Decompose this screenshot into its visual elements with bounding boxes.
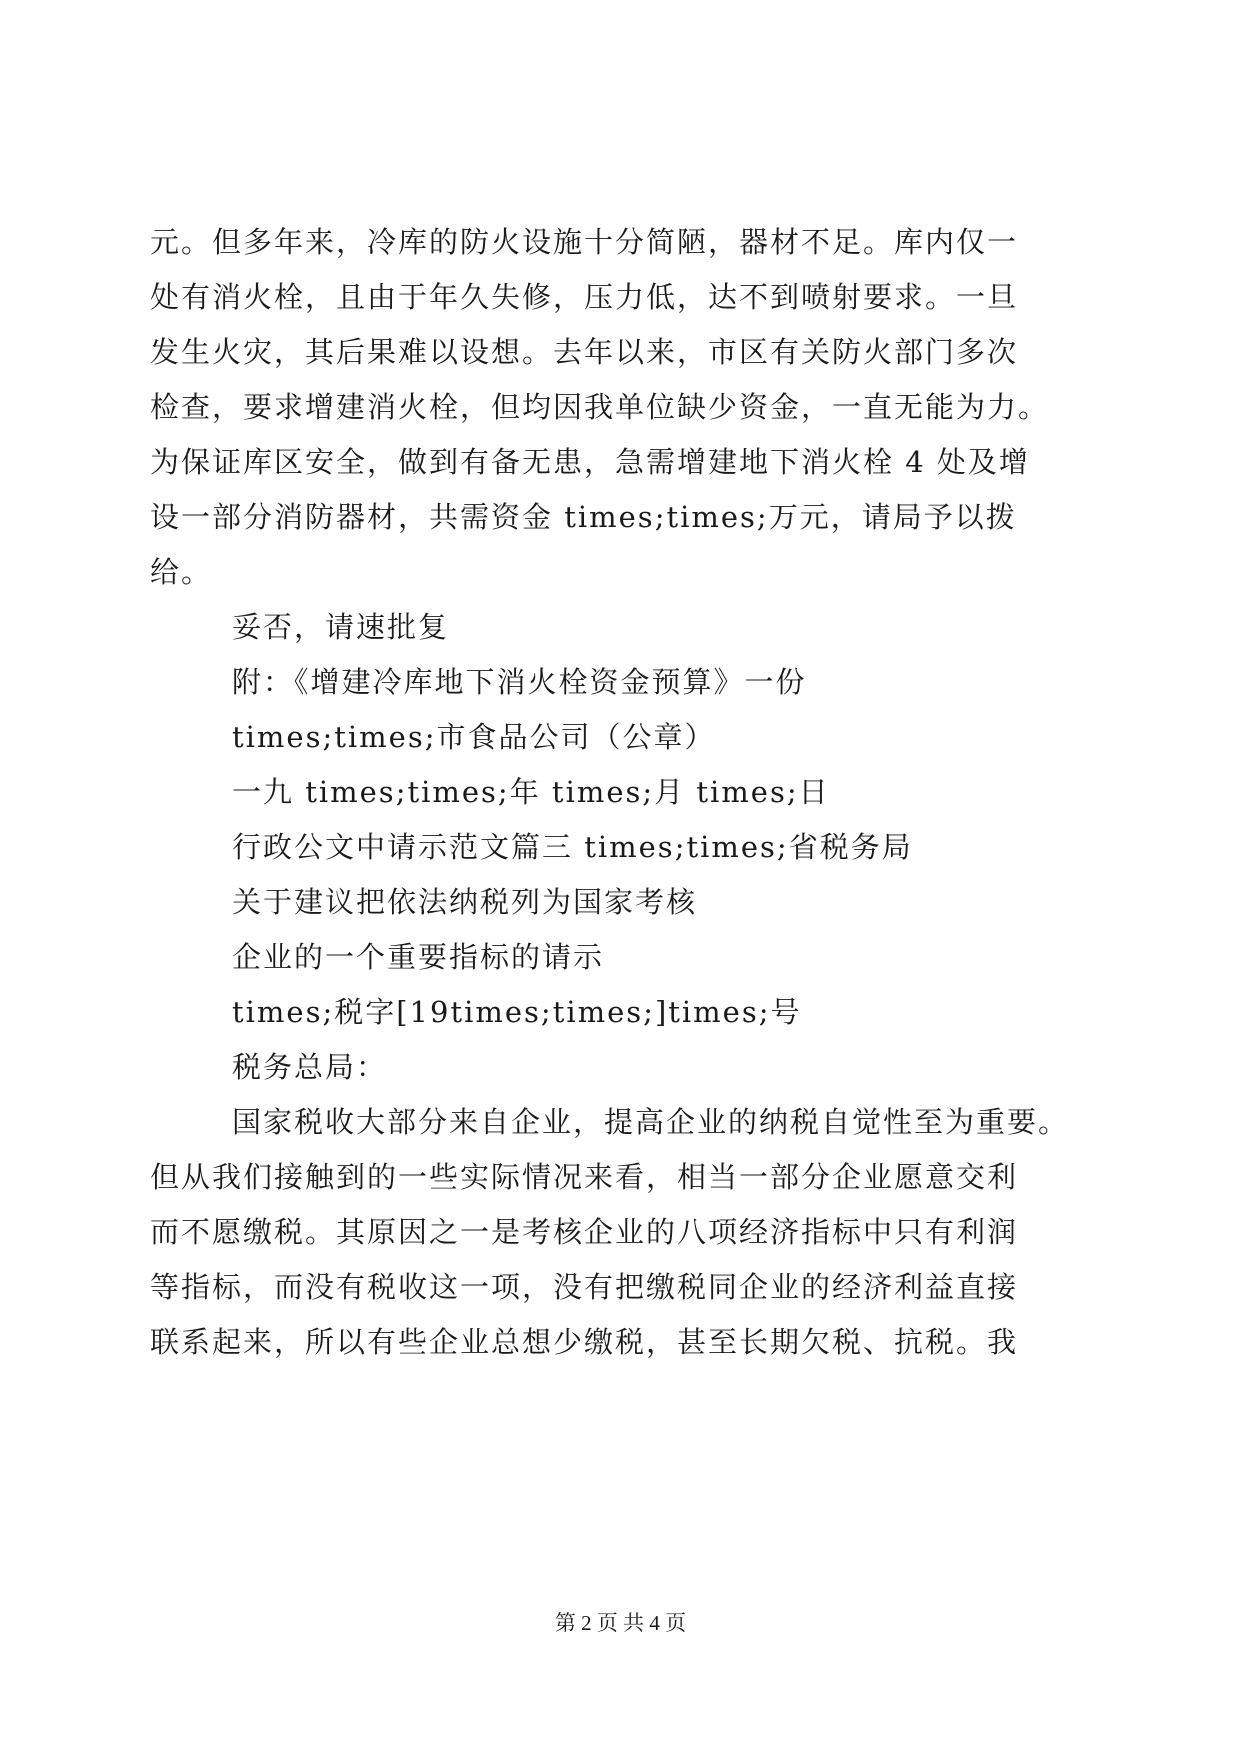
body-text-line: 元。但多年来，冷库的防火设施十分简陋，器材不足。库内仅一: [150, 225, 1019, 259]
body-text-line: 给。: [150, 555, 213, 589]
body-text-line: 但从我们接触到的一些实际情况来看，相当一部分企业愿意交利: [150, 1160, 1019, 1194]
body-text-line: 联系起来，所以有些企业总想少缴税，甚至长期欠税、抗税。我: [150, 1325, 1019, 1359]
document-number: times;税字[19times;times;]times;号: [232, 995, 802, 1029]
body-text-line: 等指标，而没有税收这一项，没有把缴税同企业的经济利益直接: [150, 1270, 1019, 1304]
body-text-line: 处有消火栓，且由于年久失修，压力低，达不到喷射要求。一旦: [150, 280, 1019, 314]
document-title-line-1: 关于建议把依法纳税列为国家考核: [232, 885, 698, 919]
document-title-line-2: 企业的一个重要指标的请示: [232, 940, 605, 974]
body-text-line: 检查，要求增建消火栓，但均因我单位缺少资金，一直无能为力。: [150, 390, 1050, 424]
sender-line: times;times;市食品公司（公章）: [232, 720, 716, 754]
body-text-line: 国家税收大部分来自企业，提高企业的纳税自觉性至为重要。: [232, 1105, 1070, 1139]
attachment-note: 附：《增建冷库地下消火栓资金预算》一份: [232, 665, 807, 699]
body-text-line: 发生火灾，其后果难以设想。去年以来，市区有关防火部门多次: [150, 335, 1019, 369]
body-text-line: 为保证库区安全，做到有备无患，急需增建地下消火栓 4 处及增: [150, 445, 1030, 479]
section-heading: 行政公文中请示范文篇三 times;times;省税务局: [232, 830, 913, 864]
closing-request: 妥否，请速批复: [232, 610, 450, 644]
body-text-line: 设一部分消防器材，共需资金 times;times;万元，请局予以拨: [150, 500, 1017, 534]
body-text-line: 而不愿缴税。其原因之一是考核企业的八项经济指标中只有利润: [150, 1215, 1019, 1249]
recipient-line: 税务总局：: [232, 1050, 388, 1084]
date-line: 一九 times;times;年 times;月 times;日: [232, 775, 830, 809]
page-number-footer: 第 2 页 共 4 页: [554, 1611, 687, 1635]
